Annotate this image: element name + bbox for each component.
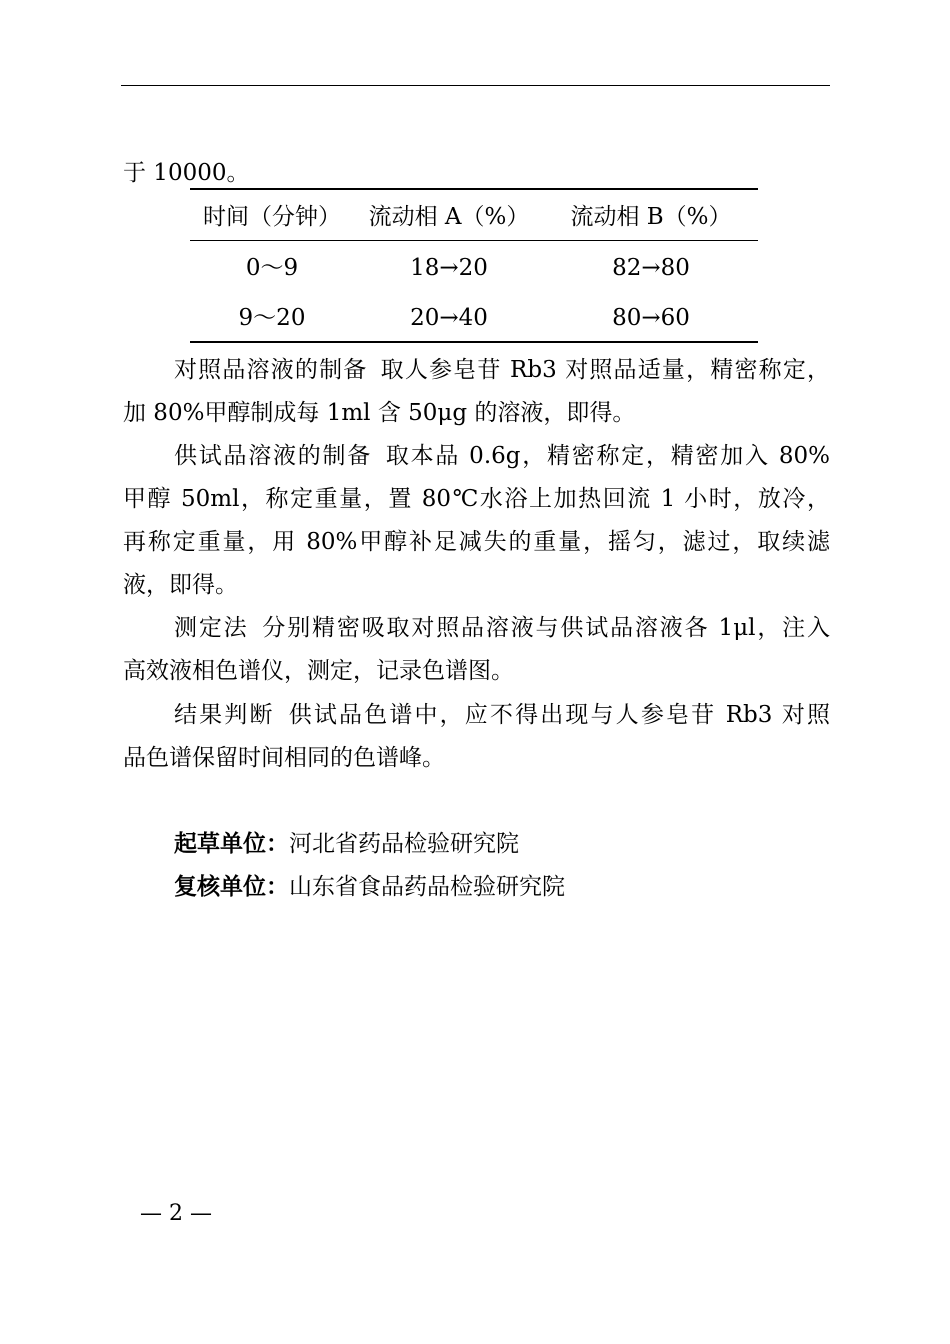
- paragraph-text: 供试品色谱中，应不得出现与人参皂苷 Rb3 对照: [286, 702, 831, 728]
- table-header-rule: [190, 240, 758, 241]
- result-line-2: 品色谱保留时间相同的色谱峰。: [123, 745, 445, 771]
- test-solution-heading: 供试品溶液的制备: [174, 443, 373, 469]
- ref-solution-line-2: 加 80%甲醇制成每 1ml 含 50μg 的溶液，即得。: [123, 400, 636, 426]
- table-cell: 20→40: [410, 305, 488, 331]
- drafting-value: 河北省药品检验研究院: [289, 831, 519, 857]
- table-cell: 9～20: [238, 305, 306, 331]
- page-number: — 2 —: [140, 1201, 212, 1226]
- table-cell: 18→20: [410, 255, 488, 281]
- drafting-unit: [174, 829, 519, 859]
- table-cell: 80→60: [612, 305, 690, 331]
- result-heading: 结果判断: [174, 702, 275, 728]
- table-top-rule: [190, 188, 758, 190]
- intro-text: 于 10000。: [123, 160, 250, 186]
- test-solution-line-1: [174, 441, 830, 471]
- method-heading: 测定法: [174, 615, 249, 641]
- paragraph-text: 分别精密吸取对照品溶液与供试品溶液各 1μl，注入: [260, 615, 831, 641]
- review-value: 山东省食品药品检验研究院: [289, 874, 565, 900]
- method-line-2: 高效液相色谱仪，测定，记录色谱图。: [123, 658, 514, 684]
- test-solution-line-4: 液，即得。: [123, 572, 238, 598]
- drafting-label: 起草单位：: [174, 830, 289, 857]
- table-cell: 0～9: [245, 255, 299, 281]
- ref-solution-heading: 对照品溶液的制备: [174, 357, 368, 383]
- test-solution-line-3: 再称定重量，用 80%甲醇补足减失的重量，摇匀，滤过，取续滤: [123, 529, 830, 555]
- table-header-phase-b: 流动相 B（%）: [570, 204, 732, 230]
- table-cell: 82→80: [612, 255, 690, 281]
- paragraph-text: 取人参皂苷 Rb3 对照品适量，精密称定，: [379, 357, 831, 383]
- table-bottom-rule: [190, 341, 758, 343]
- table-header-time: 时间（分钟）: [203, 204, 341, 230]
- paragraph-text: 取本品 0.6g，精密称定，精密加入 80%: [384, 443, 831, 469]
- test-solution-line-2: 甲醇 50ml，称定重量，置 80℃水浴上加热回流 1 小时，放冷，: [123, 486, 830, 512]
- table-header-phase-a: 流动相 A（%）: [368, 204, 530, 230]
- review-label: 复核单位：: [174, 873, 289, 900]
- header-rule: [121, 85, 830, 86]
- ref-solution-line-1: [174, 355, 830, 385]
- result-line-1: [174, 700, 830, 730]
- gradient-table: [190, 188, 758, 343]
- review-unit: [174, 872, 565, 902]
- method-line-1: [174, 613, 830, 643]
